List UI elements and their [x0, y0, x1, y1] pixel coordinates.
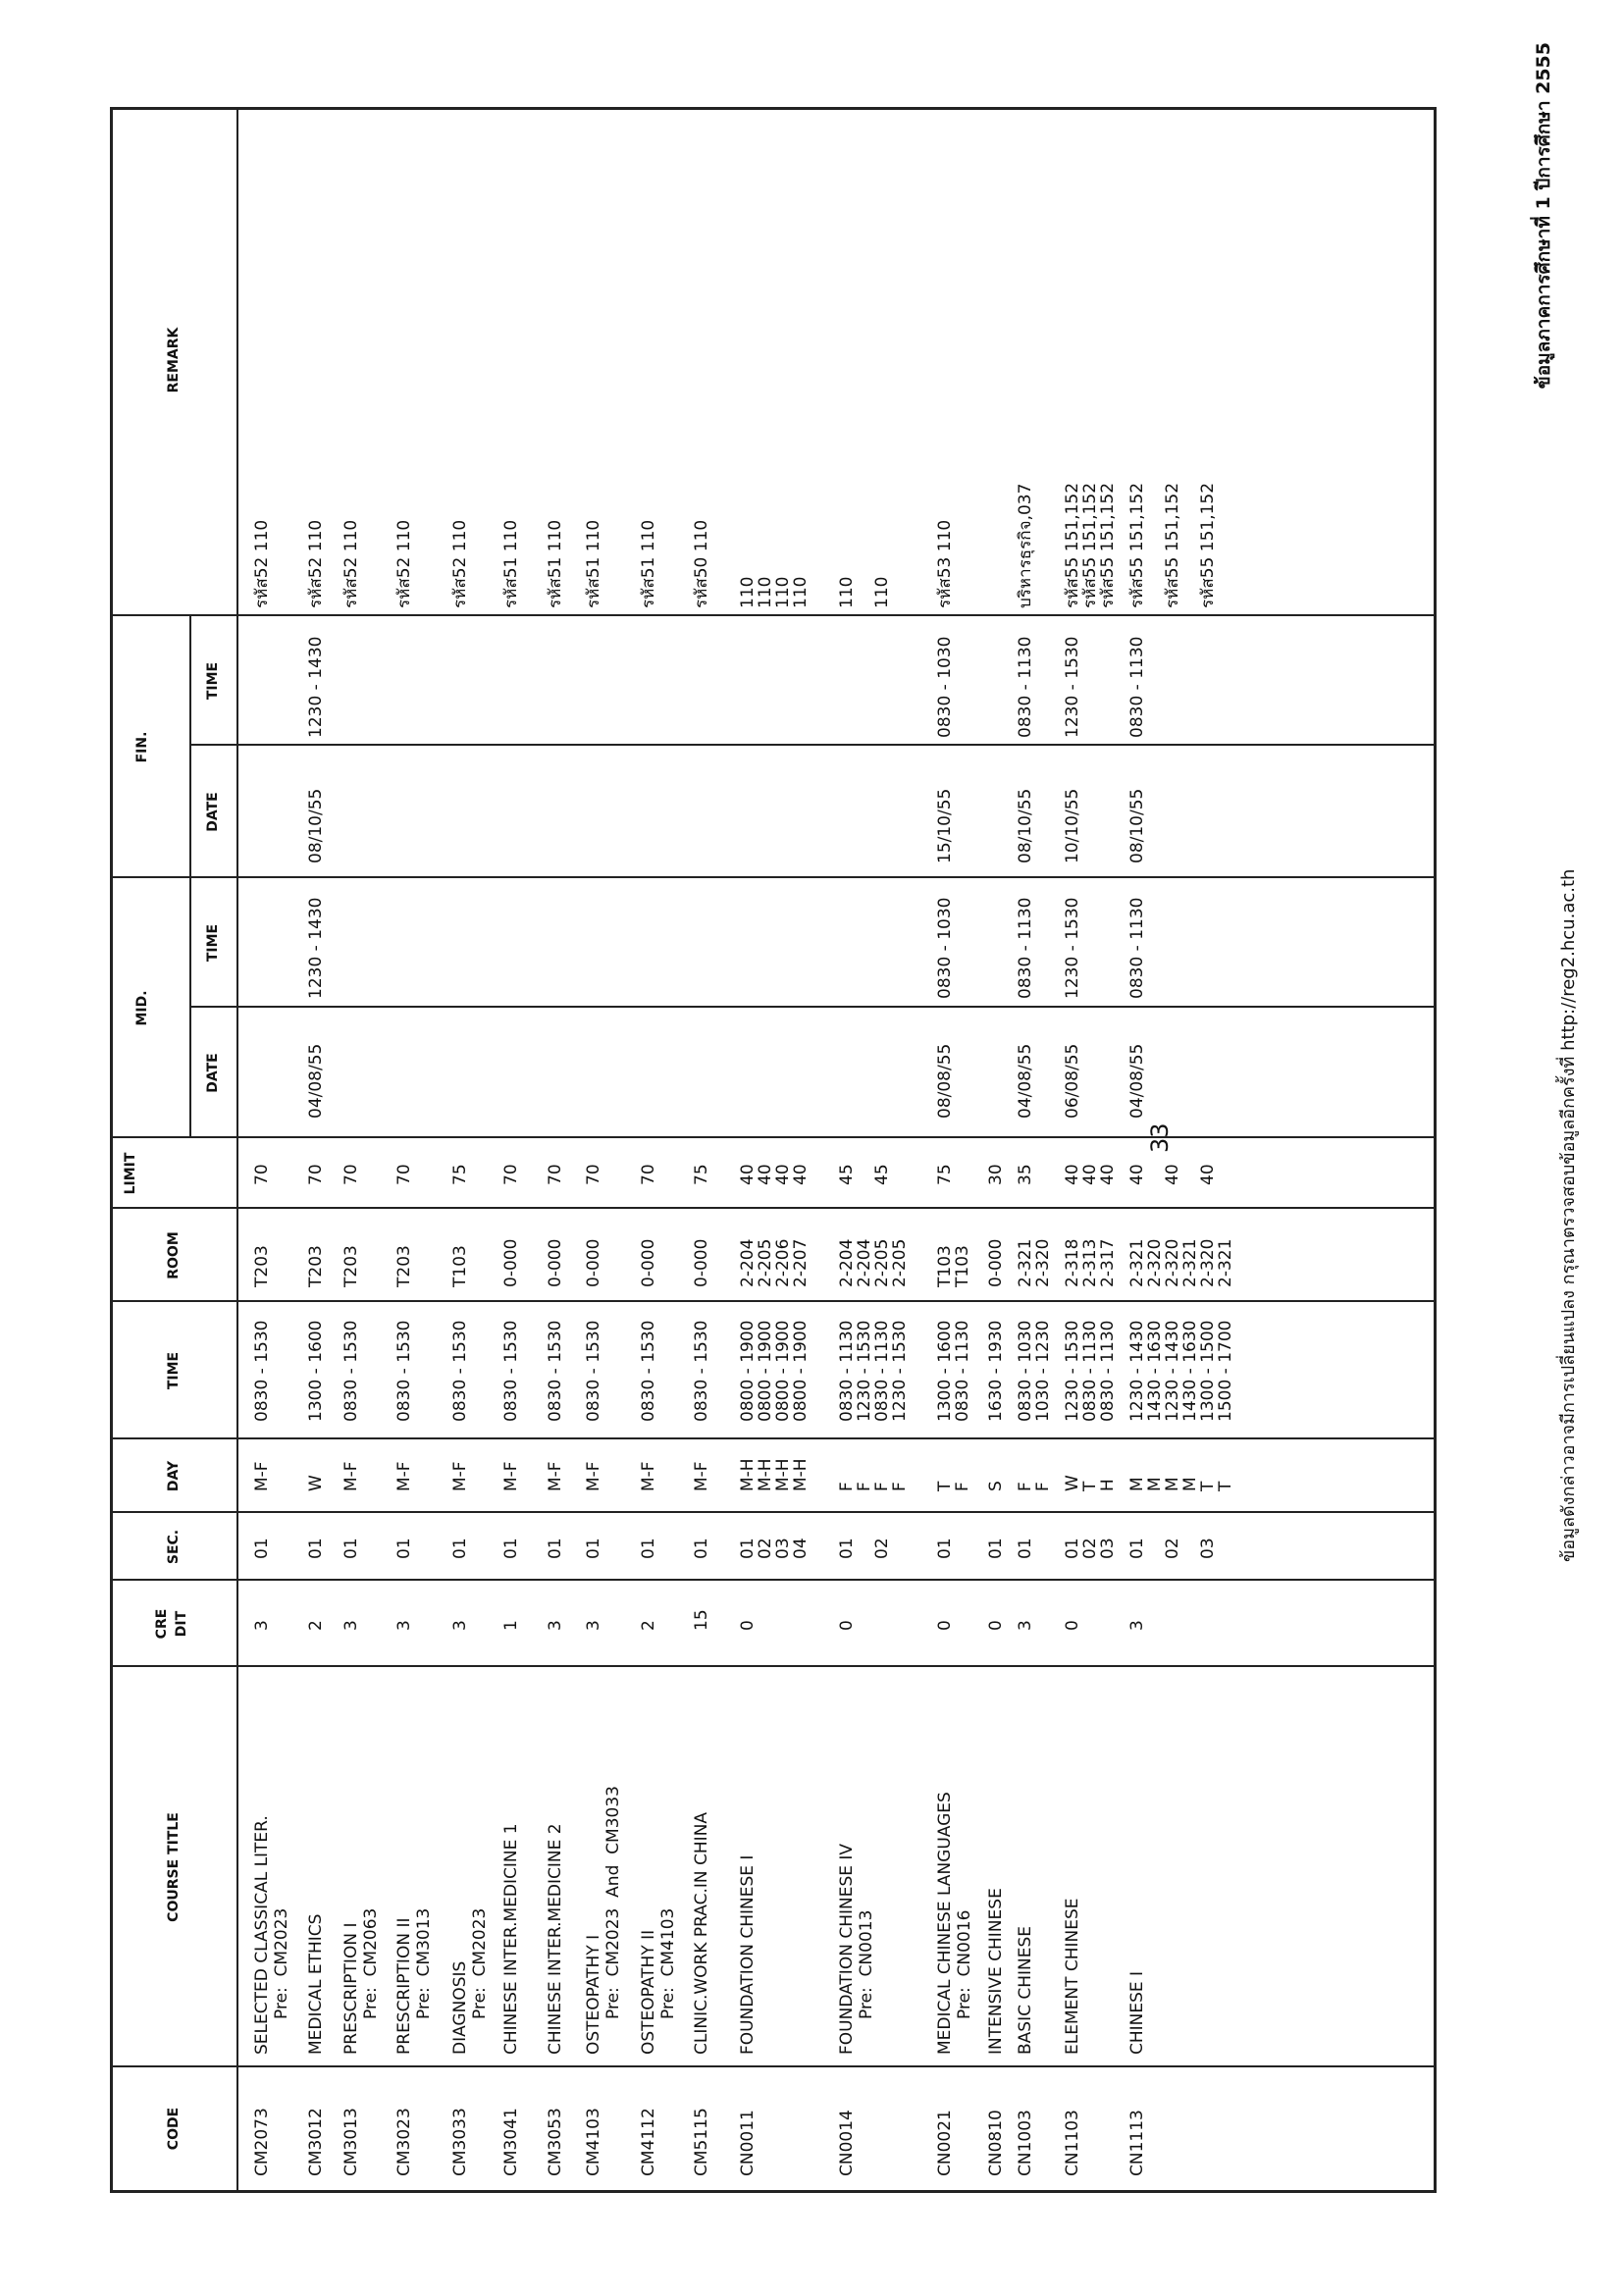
cell-day: M-F — [501, 1461, 521, 1491]
cell-code: CM3013 — [341, 2108, 361, 2176]
cell-title: FOUNDATION CHINESE IV — [837, 1843, 857, 2055]
cell-sec: 02 — [1163, 1538, 1182, 1559]
cell-day: M — [1145, 1477, 1165, 1491]
cell-remark: 110 — [756, 576, 775, 608]
header-fin: FIN. — [134, 731, 150, 763]
cell-remark: รหัส52 110 — [450, 519, 470, 608]
cell-code: CN1113 — [1127, 2110, 1147, 2176]
cell-title: CHINESE INTER.MEDICINE 1 — [501, 1823, 521, 2055]
cell-room: 2-207 — [791, 1238, 811, 1287]
cell-limit: 70 — [501, 1164, 521, 1185]
cell-room: 2-317 — [1098, 1238, 1118, 1287]
cell-sec: 01 — [546, 1538, 565, 1559]
cell-time: 0830 - 1130 — [837, 1320, 857, 1422]
cell-room: 0-000 — [584, 1238, 603, 1287]
cell-room: 2-205 — [872, 1238, 892, 1287]
cell-time: 0800 - 1900 — [756, 1320, 775, 1422]
cell-code: CN0011 — [738, 2110, 758, 2176]
cell-day: M-H — [791, 1458, 811, 1491]
cell-day: M-F — [692, 1461, 711, 1491]
cell-remark: รหัส51 110 — [584, 519, 603, 608]
cell-room: T103 — [450, 1245, 470, 1287]
cell-remark: รหัส51 110 — [501, 519, 521, 608]
cell-sec: 01 — [501, 1538, 521, 1559]
cell-time: 1230 - 1430 — [1163, 1320, 1182, 1422]
cell-time: 1300 - 1500 — [1198, 1320, 1218, 1422]
cell-title: ELEMENT CHINESE — [1063, 1898, 1082, 2055]
cell-sec: 01 — [738, 1538, 758, 1559]
cell-title: PRESCRIPTION I — [341, 1922, 361, 2055]
header-mid-date: DATE — [205, 1053, 221, 1093]
cell-mid-time: 1230 - 1530 — [1063, 897, 1082, 999]
cell-fin-time: 0830 - 1130 — [1016, 636, 1035, 738]
cell-remark: บริหารธุรกิจ,037 — [1016, 483, 1035, 608]
cell-time: 0830 - 1530 — [639, 1320, 658, 1422]
cell-sec: 01 — [692, 1538, 711, 1559]
cell-time: 0830 - 1130 — [1098, 1320, 1118, 1422]
cell-mid-date: 04/08/55 — [1016, 1043, 1035, 1119]
cell-limit: 40 — [1163, 1164, 1182, 1185]
cell-prerequisite: Pre: CM2023 — [272, 1907, 291, 2019]
cell-credit: 0 — [935, 1620, 955, 1631]
cell-credit: 0 — [738, 1620, 758, 1631]
cell-mid-date: 08/08/55 — [935, 1043, 955, 1119]
cell-room: 2-320 — [1033, 1238, 1053, 1287]
cell-day: M-H — [738, 1458, 758, 1491]
cell-day: T — [1216, 1481, 1235, 1491]
cell-sec: 01 — [394, 1538, 414, 1559]
cell-room: 0-000 — [546, 1238, 565, 1287]
cell-time: 1230 - 1530 — [855, 1320, 874, 1422]
cell-title: DIAGNOSIS — [450, 1960, 470, 2055]
cell-limit: 70 — [639, 1164, 658, 1185]
cell-day: T — [1080, 1481, 1100, 1491]
cell-remark: รหัส55 151,152 — [1063, 482, 1082, 608]
cell-limit: 70 — [546, 1164, 565, 1185]
cell-sec: 01 — [986, 1538, 1006, 1559]
cell-mid-time: 0830 - 1030 — [935, 897, 955, 999]
col-divider — [113, 1136, 1434, 1138]
cell-code: CM3053 — [546, 2108, 565, 2176]
cell-remark: รหัส52 110 — [394, 519, 414, 608]
header-fin-date: DATE — [205, 792, 221, 832]
cell-time: 0800 - 1900 — [791, 1320, 811, 1422]
cell-mid-time: 0830 - 1130 — [1127, 897, 1147, 999]
cell-credit: 0 — [1063, 1620, 1082, 1631]
cell-day: M-H — [773, 1458, 793, 1491]
cell-time: 0830 - 1530 — [692, 1320, 711, 1422]
cell-day: F — [837, 1482, 857, 1491]
cell-time: 0830 - 1530 — [501, 1320, 521, 1422]
cell-room: 0-000 — [692, 1238, 711, 1287]
header-limit: LIMIT — [123, 1152, 138, 1195]
cell-code: CM3041 — [501, 2108, 521, 2176]
col-divider — [189, 744, 1434, 746]
col-divider — [113, 614, 1434, 616]
cell-day: M-F — [394, 1461, 414, 1491]
cell-room: 2-320 — [1163, 1238, 1182, 1287]
cell-room: 2-320 — [1145, 1238, 1165, 1287]
cell-room: T203 — [252, 1245, 272, 1287]
cell-limit: 45 — [837, 1164, 857, 1185]
cell-code: CM4103 — [584, 2108, 603, 2176]
cell-credit: 2 — [639, 1620, 658, 1631]
cell-limit: 40 — [1098, 1164, 1118, 1185]
cell-day: F — [855, 1482, 874, 1491]
cell-time: 1430 - 1630 — [1180, 1320, 1200, 1422]
cell-room: T203 — [394, 1245, 414, 1287]
cell-prerequisite: Pre: CM2023 — [470, 1907, 490, 2019]
cell-time: 1230 - 1530 — [1063, 1320, 1082, 1422]
cell-remark: 110 — [773, 576, 793, 608]
cell-credit: 3 — [252, 1620, 272, 1631]
cell-code: CM3012 — [306, 2108, 326, 2176]
cell-sec: 01 — [1016, 1538, 1035, 1559]
cell-credit: 2 — [306, 1620, 326, 1631]
cell-sec: 01 — [639, 1538, 658, 1559]
cell-sec: 01 — [341, 1538, 361, 1559]
cell-remark: รหัส51 110 — [639, 519, 658, 608]
cell-fin-date: 10/10/55 — [1063, 788, 1082, 863]
cell-day: M-F — [546, 1461, 565, 1491]
cell-time: 0830 - 1530 — [450, 1320, 470, 1422]
cell-time: 0830 - 1130 — [1080, 1320, 1100, 1422]
cell-limit: 40 — [1080, 1164, 1100, 1185]
cell-time: 0830 - 1030 — [1016, 1320, 1035, 1422]
cell-day: M-F — [450, 1461, 470, 1491]
page-header: ข้อมูลภาคการศึกษาที่ 1 ปีการศึกษา 2555 — [1533, 42, 1554, 390]
cell-prerequisite: Pre: CM2063 — [361, 1907, 381, 2019]
cell-room: T203 — [306, 1245, 326, 1287]
cell-fin-date: 15/10/55 — [935, 788, 955, 863]
cell-credit: 3 — [394, 1620, 414, 1631]
cell-credit: 3 — [450, 1620, 470, 1631]
cell-limit: 75 — [450, 1164, 470, 1185]
col-divider — [189, 1006, 1434, 1008]
cell-title: MEDICAL ETHICS — [306, 1913, 326, 2055]
cell-limit: 40 — [1198, 1164, 1218, 1185]
cell-day: M-F — [252, 1461, 272, 1491]
header-time: TIME — [166, 1351, 182, 1390]
header-day: DAY — [166, 1460, 182, 1492]
cell-day: M-F — [584, 1461, 603, 1491]
cell-room: 2-313 — [1080, 1238, 1100, 1287]
cell-prerequisite: Pre: CM2023 And CM3033 — [603, 1786, 623, 2019]
cell-prerequisite: Pre: CN0013 — [857, 1909, 876, 2019]
cell-day: F — [1016, 1482, 1035, 1491]
cell-fin-date: 08/10/55 — [1016, 788, 1035, 863]
cell-credit: 3 — [584, 1620, 603, 1631]
cell-mid-date: 06/08/55 — [1063, 1043, 1082, 1119]
header-mid-time: TIME — [205, 923, 221, 963]
cell-sec: 02 — [756, 1538, 775, 1559]
col-divider — [113, 876, 1434, 878]
cell-remark: รหัส51 110 — [546, 519, 565, 608]
cell-fin-time: 1230 - 1430 — [306, 636, 326, 738]
cell-time: 1230 - 1430 — [1127, 1320, 1147, 1422]
cell-limit: 70 — [252, 1164, 272, 1185]
header-code: CODE — [166, 2107, 182, 2151]
cell-remark: 110 — [791, 576, 811, 608]
cell-room: 0-000 — [986, 1238, 1006, 1287]
cell-day: F — [1033, 1482, 1053, 1491]
cell-sec: 01 — [450, 1538, 470, 1559]
cell-remark: รหัส55 151,152 — [1080, 482, 1100, 608]
cell-time: 1430 - 1630 — [1145, 1320, 1165, 1422]
cell-title: OSTEOPATHY II — [639, 1929, 658, 2055]
cell-credit: 0 — [837, 1620, 857, 1631]
cell-code: CM2073 — [252, 2108, 272, 2176]
col-divider — [113, 2065, 1434, 2067]
cell-room: T103 — [935, 1245, 955, 1287]
cell-credit: 3 — [1016, 1620, 1035, 1631]
cell-day: F — [953, 1482, 972, 1491]
cell-code: CN0021 — [935, 2110, 955, 2176]
cell-fin-time: 1230 - 1530 — [1063, 636, 1082, 738]
cell-sec: 01 — [837, 1538, 857, 1559]
cell-time: 0800 - 1900 — [773, 1320, 793, 1422]
cell-sec: 03 — [1198, 1538, 1218, 1559]
cell-code: CN1103 — [1063, 2110, 1082, 2176]
col-divider — [113, 1511, 1434, 1513]
cell-limit: 75 — [935, 1164, 955, 1185]
cell-title: BASIC CHINESE — [1016, 1925, 1035, 2055]
col-divider — [113, 1665, 1434, 1667]
cell-sec: 04 — [791, 1538, 811, 1559]
cell-time: 0830 - 1130 — [872, 1320, 892, 1422]
cell-time: 0830 - 1530 — [341, 1320, 361, 1422]
cell-title: PRESCRIPTION II — [394, 1917, 414, 2055]
cell-time: 0830 - 1530 — [546, 1320, 565, 1422]
cell-day: H — [1098, 1479, 1118, 1491]
cell-sec: 01 — [584, 1538, 603, 1559]
cell-remark: 110 — [738, 576, 758, 608]
cell-room: 2-318 — [1063, 1238, 1082, 1287]
cell-limit: 40 — [738, 1164, 758, 1185]
cell-mid-time: 1230 - 1430 — [306, 897, 326, 999]
cell-remark: รหัส52 110 — [306, 519, 326, 608]
cell-time: 0830 - 1530 — [252, 1320, 272, 1422]
cell-credit: 1 — [501, 1620, 521, 1631]
cell-time: 0830 - 1530 — [584, 1320, 603, 1422]
cell-room: 2-204 — [855, 1238, 874, 1287]
cell-limit: 75 — [692, 1164, 711, 1185]
cell-room: 0-000 — [501, 1238, 521, 1287]
cell-code: CM3033 — [450, 2108, 470, 2176]
cell-sec: 02 — [872, 1538, 892, 1559]
header-remark: REMARK — [166, 327, 182, 393]
cell-remark: รหัส55 151,152 — [1163, 482, 1182, 608]
cell-day: F — [872, 1482, 892, 1491]
header-sec: SEC. — [166, 1529, 182, 1565]
cell-fin-time: 0830 - 1030 — [935, 636, 955, 738]
cell-room: 2-321 — [1180, 1238, 1200, 1287]
cell-day: F — [890, 1482, 910, 1491]
cell-limit: 40 — [773, 1164, 793, 1185]
cell-sec: 01 — [252, 1538, 272, 1559]
header-mid: MID. — [134, 990, 150, 1026]
cell-code: CN0014 — [837, 2110, 857, 2176]
cell-room: 2-205 — [890, 1238, 910, 1287]
cell-time: 1500 - 1700 — [1216, 1320, 1235, 1422]
cell-room: 2-204 — [738, 1238, 758, 1287]
cell-credit: 15 — [692, 1609, 711, 1631]
cell-fin-time: 0830 - 1130 — [1127, 636, 1147, 738]
cell-day: S — [986, 1481, 1006, 1491]
col-divider — [113, 1437, 1434, 1439]
cell-title: SELECTED CLASSICAL LITER. — [252, 1815, 272, 2055]
cell-credit: 0 — [986, 1620, 1006, 1631]
cell-limit: 70 — [306, 1164, 326, 1185]
header-credit-2: DIT — [174, 1610, 189, 1638]
cell-room: T203 — [341, 1245, 361, 1287]
cell-remark: 110 — [872, 576, 892, 608]
cell-day: M — [1163, 1477, 1182, 1491]
cell-day: M-F — [639, 1461, 658, 1491]
cell-limit: 35 — [1016, 1164, 1035, 1185]
page-footer: ข้อมูลดังกล่าวอาจมีการเปลี่ยนแปลง กรุณาตรวจสอบข้อมูลอีกครั้งที่ http://reg2.hcu.ac.th — [1558, 868, 1579, 1562]
header-fin-time: TIME — [205, 661, 221, 701]
col-divider — [113, 1207, 1434, 1209]
cell-day: M — [1127, 1477, 1147, 1491]
cell-credit: 3 — [341, 1620, 361, 1631]
cell-sec: 02 — [1080, 1538, 1100, 1559]
header-credit-1: CRE — [154, 1608, 170, 1640]
cell-room: T103 — [953, 1245, 972, 1287]
cell-sec: 03 — [773, 1538, 793, 1559]
cell-remark: รหัส53 110 — [935, 519, 955, 608]
cell-sec: 03 — [1098, 1538, 1118, 1559]
cell-room: 2-205 — [756, 1238, 775, 1287]
cell-mid-date: 04/08/55 — [1127, 1043, 1147, 1119]
cell-limit: 30 — [986, 1164, 1006, 1185]
cell-sec: 01 — [935, 1538, 955, 1559]
cell-time: 1300 - 1600 — [935, 1320, 955, 1422]
cell-mid-time: 0830 - 1130 — [1016, 897, 1035, 999]
col-divider — [113, 1300, 1434, 1302]
cell-title: CHINESE INTER.MEDICINE 2 — [546, 1823, 565, 2055]
cell-title: OSTEOPATHY I — [584, 1934, 603, 2055]
cell-fin-date: 08/10/55 — [306, 788, 326, 863]
cell-remark: รหัส55 151,152 — [1198, 482, 1218, 608]
cell-room: 2-320 — [1198, 1238, 1218, 1287]
cell-code: CM3023 — [394, 2108, 414, 2176]
cell-mid-date: 04/08/55 — [306, 1043, 326, 1119]
cell-limit: 70 — [341, 1164, 361, 1185]
cell-credit: 3 — [1127, 1620, 1147, 1631]
cell-remark: รหัส55 151,152 — [1098, 482, 1118, 608]
cell-remark: 110 — [837, 576, 857, 608]
cell-limit: 40 — [1063, 1164, 1082, 1185]
cell-day: M — [1180, 1477, 1200, 1491]
cell-title: MEDICAL CHINESE LANGUAGES — [935, 1792, 955, 2055]
cell-limit: 70 — [584, 1164, 603, 1185]
cell-time: 1030 - 1230 — [1033, 1320, 1053, 1422]
cell-limit: 45 — [872, 1164, 892, 1185]
cell-remark: รหัส50 110 — [692, 519, 711, 608]
cell-room: 2-321 — [1216, 1238, 1235, 1287]
cell-fin-date: 08/10/55 — [1127, 788, 1147, 863]
cell-code: CM5115 — [692, 2108, 711, 2176]
cell-title: INTENSIVE CHINESE — [986, 1888, 1006, 2055]
cell-time: 1230 - 1530 — [890, 1320, 910, 1422]
cell-code: CN1003 — [1016, 2110, 1035, 2176]
cell-day: M-F — [341, 1461, 361, 1491]
cell-time: 0830 - 1530 — [394, 1320, 414, 1422]
cell-code: CM4112 — [639, 2108, 658, 2176]
cell-limit: 70 — [394, 1164, 414, 1185]
cell-room: 2-321 — [1127, 1238, 1147, 1287]
cell-room: 0-000 — [639, 1238, 658, 1287]
cell-day: W — [306, 1475, 326, 1491]
cell-remark: รหัส52 110 — [341, 519, 361, 608]
cell-remark: รหัส55 151,152 — [1127, 482, 1147, 608]
cell-limit: 40 — [756, 1164, 775, 1185]
header-divider — [236, 110, 238, 2190]
cell-day: M-H — [756, 1458, 775, 1491]
page-number: 33 — [1146, 1122, 1174, 1153]
cell-sec: 01 — [1127, 1538, 1147, 1559]
col-divider — [113, 1579, 1434, 1581]
cell-title: CHINESE I — [1127, 1970, 1147, 2055]
cell-remark: รหัส52 110 — [252, 519, 272, 608]
cell-code: CN0810 — [986, 2110, 1006, 2176]
cell-room: 2-321 — [1016, 1238, 1035, 1287]
cell-title: CLINIC.WORK PRAC.IN CHINA — [692, 1811, 711, 2055]
cell-room: 2-204 — [837, 1238, 857, 1287]
cell-prerequisite: Pre: CM4103 — [658, 1907, 678, 2019]
cell-day: T — [1198, 1481, 1218, 1491]
cell-title: FOUNDATION CHINESE I — [738, 1854, 758, 2055]
header-course-title: COURSE TITLE — [166, 1812, 182, 1922]
cell-prerequisite: Pre: CM3013 — [414, 1907, 434, 2019]
cell-time: 1300 - 1600 — [306, 1320, 326, 1422]
cell-room: 2-206 — [773, 1238, 793, 1287]
cell-prerequisite: Pre: CN0016 — [955, 1909, 974, 2019]
cell-credit: 3 — [546, 1620, 565, 1631]
cell-sec: 01 — [306, 1538, 326, 1559]
cell-sec: 01 — [1063, 1538, 1082, 1559]
cell-time: 1630 - 1930 — [986, 1320, 1006, 1422]
header-subdivider — [189, 616, 191, 1138]
cell-limit: 40 — [791, 1164, 811, 1185]
cell-limit: 40 — [1127, 1164, 1147, 1185]
cell-time: 0800 - 1900 — [738, 1320, 758, 1422]
header-room: ROOM — [166, 1231, 182, 1279]
cell-day: T — [935, 1481, 955, 1491]
cell-time: 0830 - 1130 — [953, 1320, 972, 1422]
cell-day: W — [1063, 1475, 1082, 1491]
course-table — [110, 107, 1437, 2193]
